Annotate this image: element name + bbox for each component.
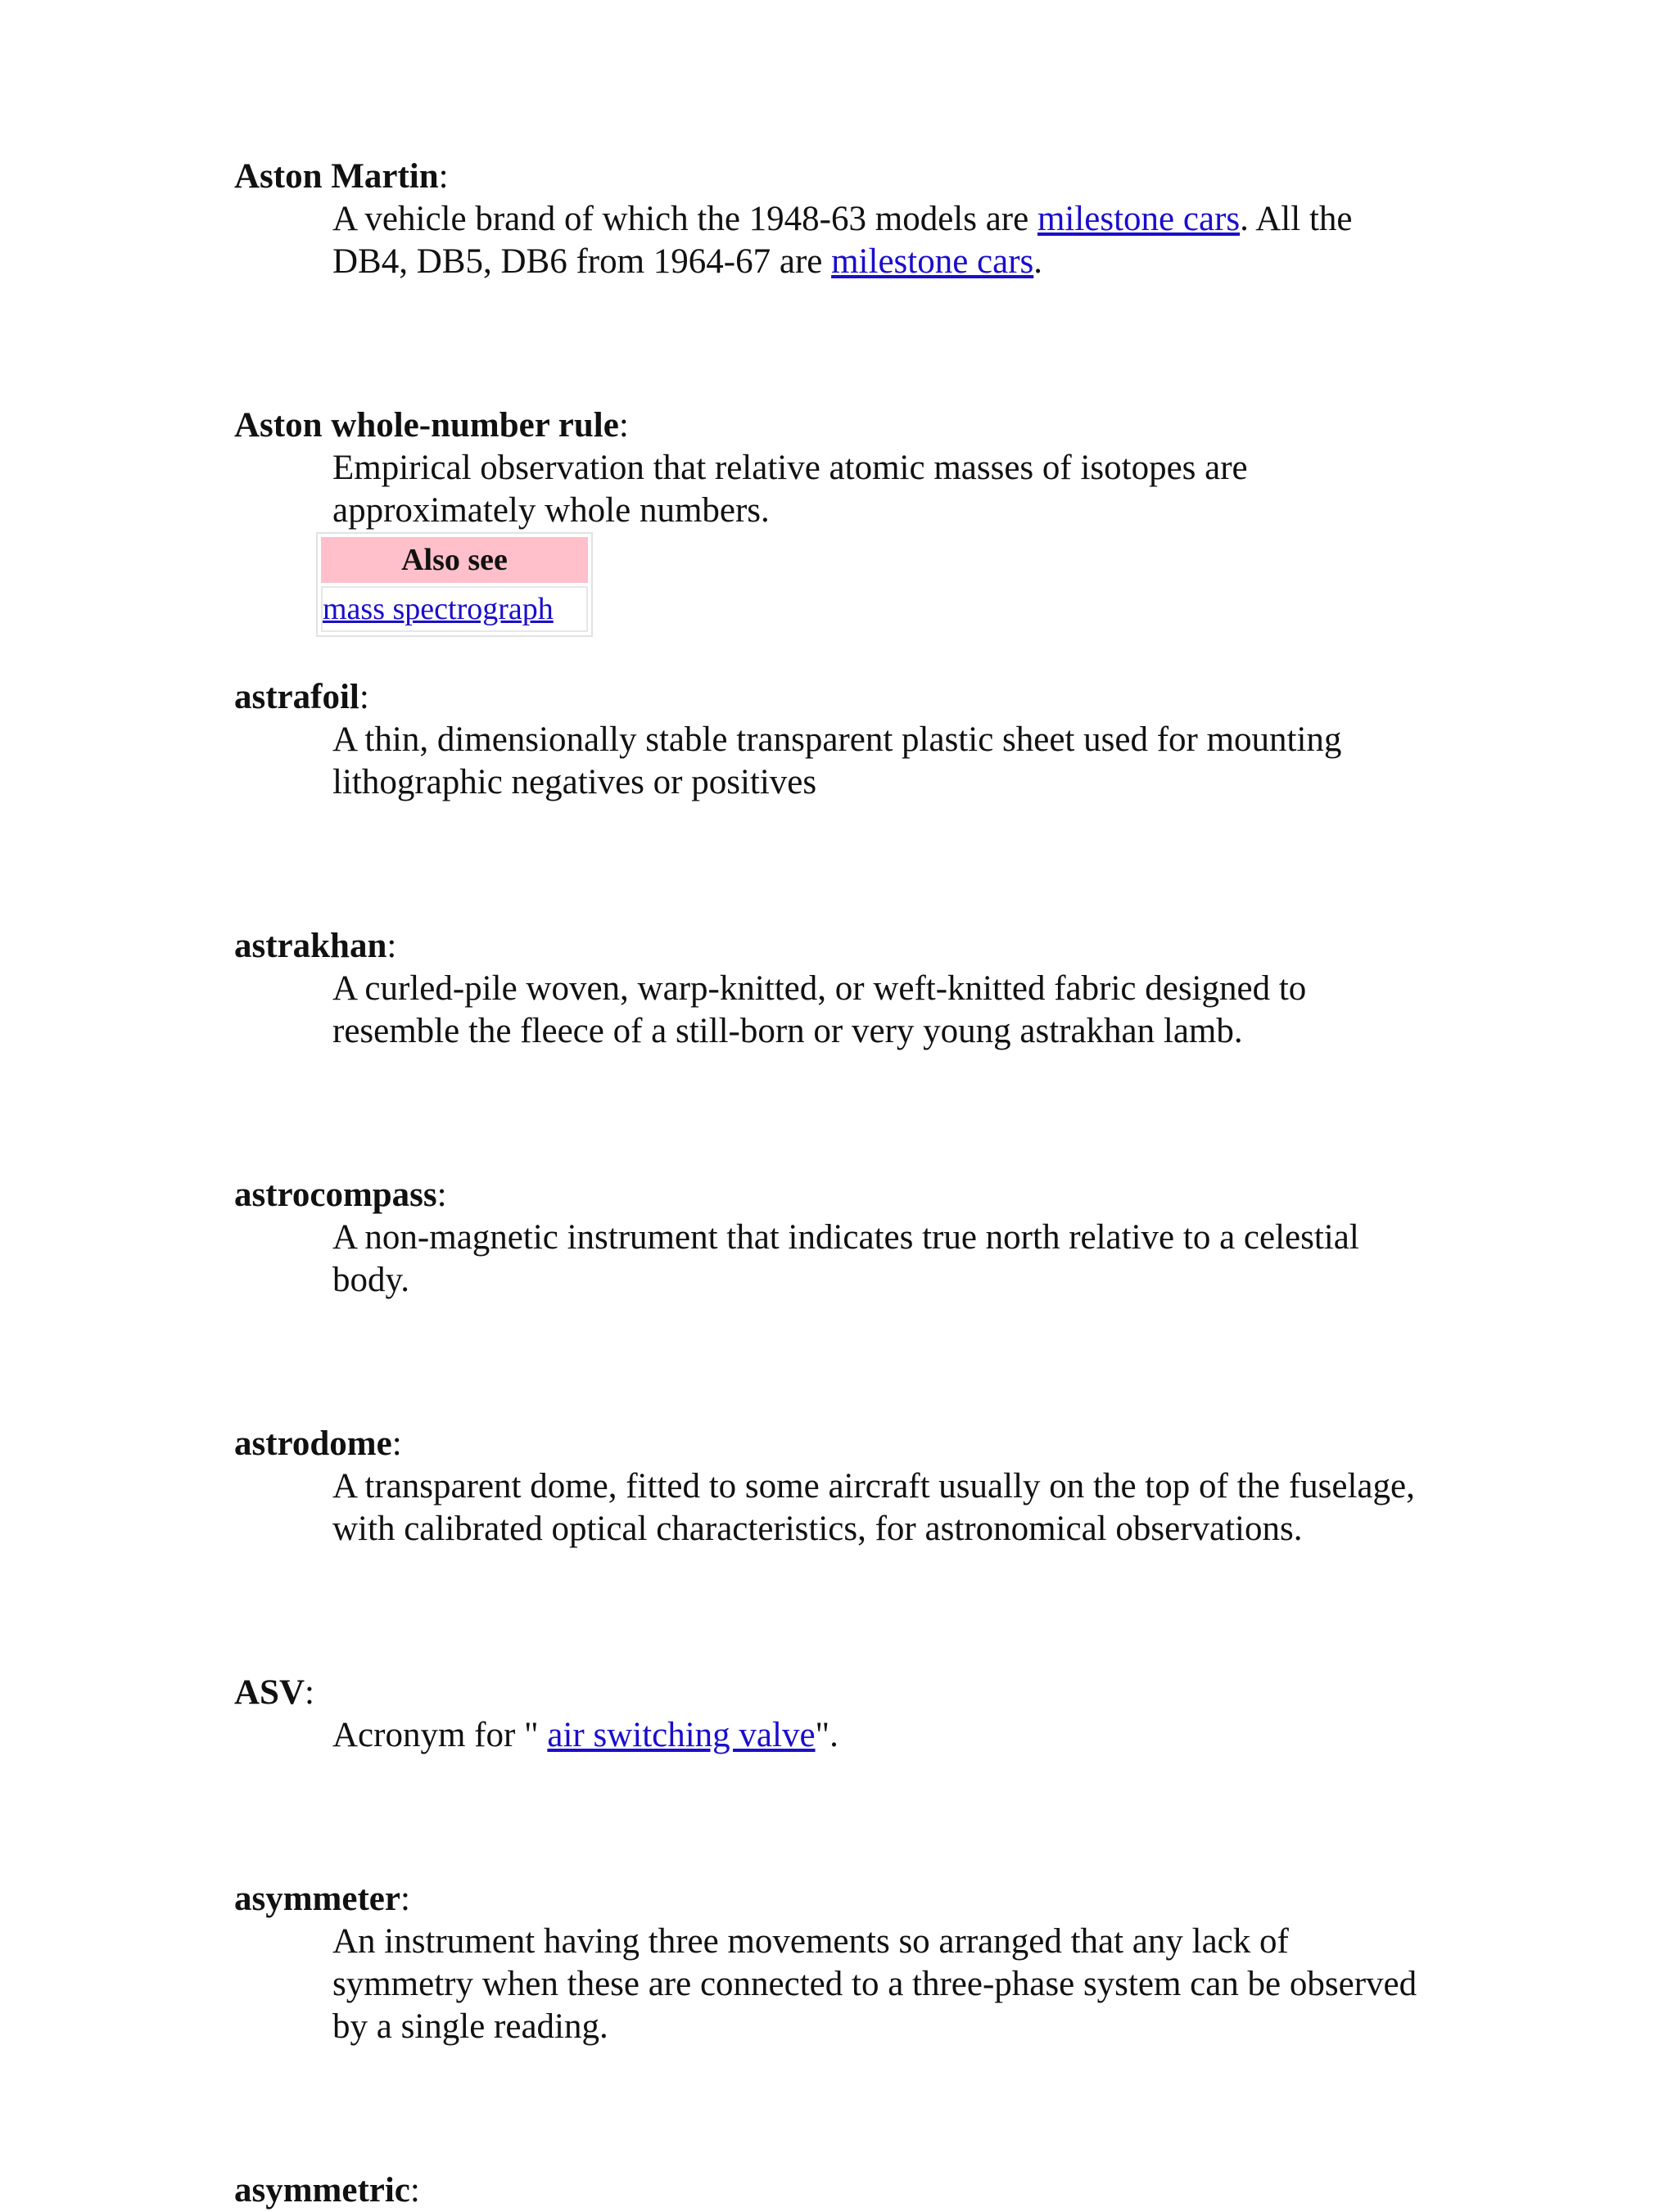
also-see-header: Also see — [321, 537, 588, 583]
term-colon: : — [359, 678, 369, 716]
term-line — [234, 1878, 1446, 1921]
term-line — [234, 404, 1446, 447]
entry-spacer — [234, 1053, 1446, 1174]
definition — [332, 1714, 1430, 1757]
term: astrocompass — [234, 1176, 437, 1214]
also-see-box — [316, 532, 593, 637]
definition: A thin, dimensionally stable transparent plastic sheet used for mounting lithographic negatives or positives — [332, 720, 1342, 801]
term: astrafoil — [234, 678, 359, 716]
term: Aston whole-number rule — [234, 406, 619, 445]
definition — [332, 198, 1430, 283]
definition: A transparent dome, fitted to some aircraft usually on the top of the fuselage, with calibrated optical characteristics, for astronomical observations. — [332, 1467, 1415, 1548]
entry-asv — [234, 1672, 1446, 1757]
term: Aston Martin — [234, 157, 439, 196]
term-colon: : — [400, 1880, 410, 1918]
entry-astrodome — [234, 1423, 1446, 1551]
definition: Empirical observation that relative atomic masses of isotopes are approximately whole numbers. — [332, 449, 1248, 530]
entry-aston-martin — [234, 156, 1446, 283]
entry-spacer — [234, 637, 1446, 676]
entry-asymmetric — [234, 2169, 1446, 2212]
entry-astrocompass — [234, 1174, 1446, 1302]
term-line — [234, 1174, 1446, 1217]
term: asymmeter — [234, 1880, 400, 1918]
term-line — [234, 1423, 1446, 1465]
term-colon: : — [305, 1673, 314, 1712]
entry-spacer — [234, 2048, 1446, 2169]
definition: A curled-pile woven, warp-knitted, or weft-knitted fabric designed to resemble the fleece of a still-born or very young astrakhan lamb. — [332, 969, 1307, 1050]
entry-spacer — [234, 1302, 1446, 1423]
definition-text: Acronym for " — [332, 1716, 548, 1754]
definition-text: A vehicle brand of which the 1948-63 models are — [332, 200, 1037, 238]
milestone-cars-link-2[interactable]: milestone cars — [831, 242, 1034, 281]
entry-spacer — [234, 1551, 1446, 1672]
term-colon: : — [391, 1424, 402, 1463]
definition-text: . All the DB4, DB5, DB6 from 1964-67 are — [332, 200, 1353, 281]
term-line — [234, 925, 1446, 968]
term-line — [234, 1672, 1446, 1714]
term-colon: : — [409, 2171, 420, 2210]
entry-astrakhan — [234, 925, 1446, 1053]
mass-spectrograph-link[interactable]: mass spectrograph — [323, 592, 554, 626]
term: astrodome — [234, 1424, 392, 1463]
definition-text: . — [1033, 242, 1043, 281]
term-colon: : — [618, 406, 629, 445]
term-line — [234, 156, 1446, 198]
term: ASV — [234, 1673, 305, 1712]
glossary-content — [234, 156, 1446, 2212]
term-line — [234, 676, 1446, 719]
entry-spacer — [234, 804, 1446, 925]
milestone-cars-link[interactable]: milestone cars — [1037, 200, 1241, 238]
term-colon: : — [436, 1176, 447, 1214]
term-colon: : — [438, 157, 449, 196]
entry-aston-whole-number-rule — [234, 404, 1446, 637]
term: astrakhan — [234, 927, 387, 965]
definition: An instrument having three movements so arranged that any lack of symmetry when these are connected to a three-phase system can be observed by a single reading. — [332, 1922, 1417, 2046]
term: asymmetric — [234, 2171, 410, 2210]
definition-text: ". — [815, 1716, 838, 1754]
entry-spacer — [234, 283, 1446, 404]
definition: A non-magnetic instrument that indicates true north relative to a celestial body. — [332, 1218, 1359, 1299]
entry-spacer — [234, 1757, 1446, 1878]
air-switching-valve-link[interactable]: air switching valve — [547, 1716, 816, 1754]
term-line — [234, 2169, 1446, 2212]
entry-astrafoil — [234, 676, 1446, 804]
term-colon: : — [386, 927, 397, 965]
entry-asymmeter — [234, 1878, 1446, 2048]
